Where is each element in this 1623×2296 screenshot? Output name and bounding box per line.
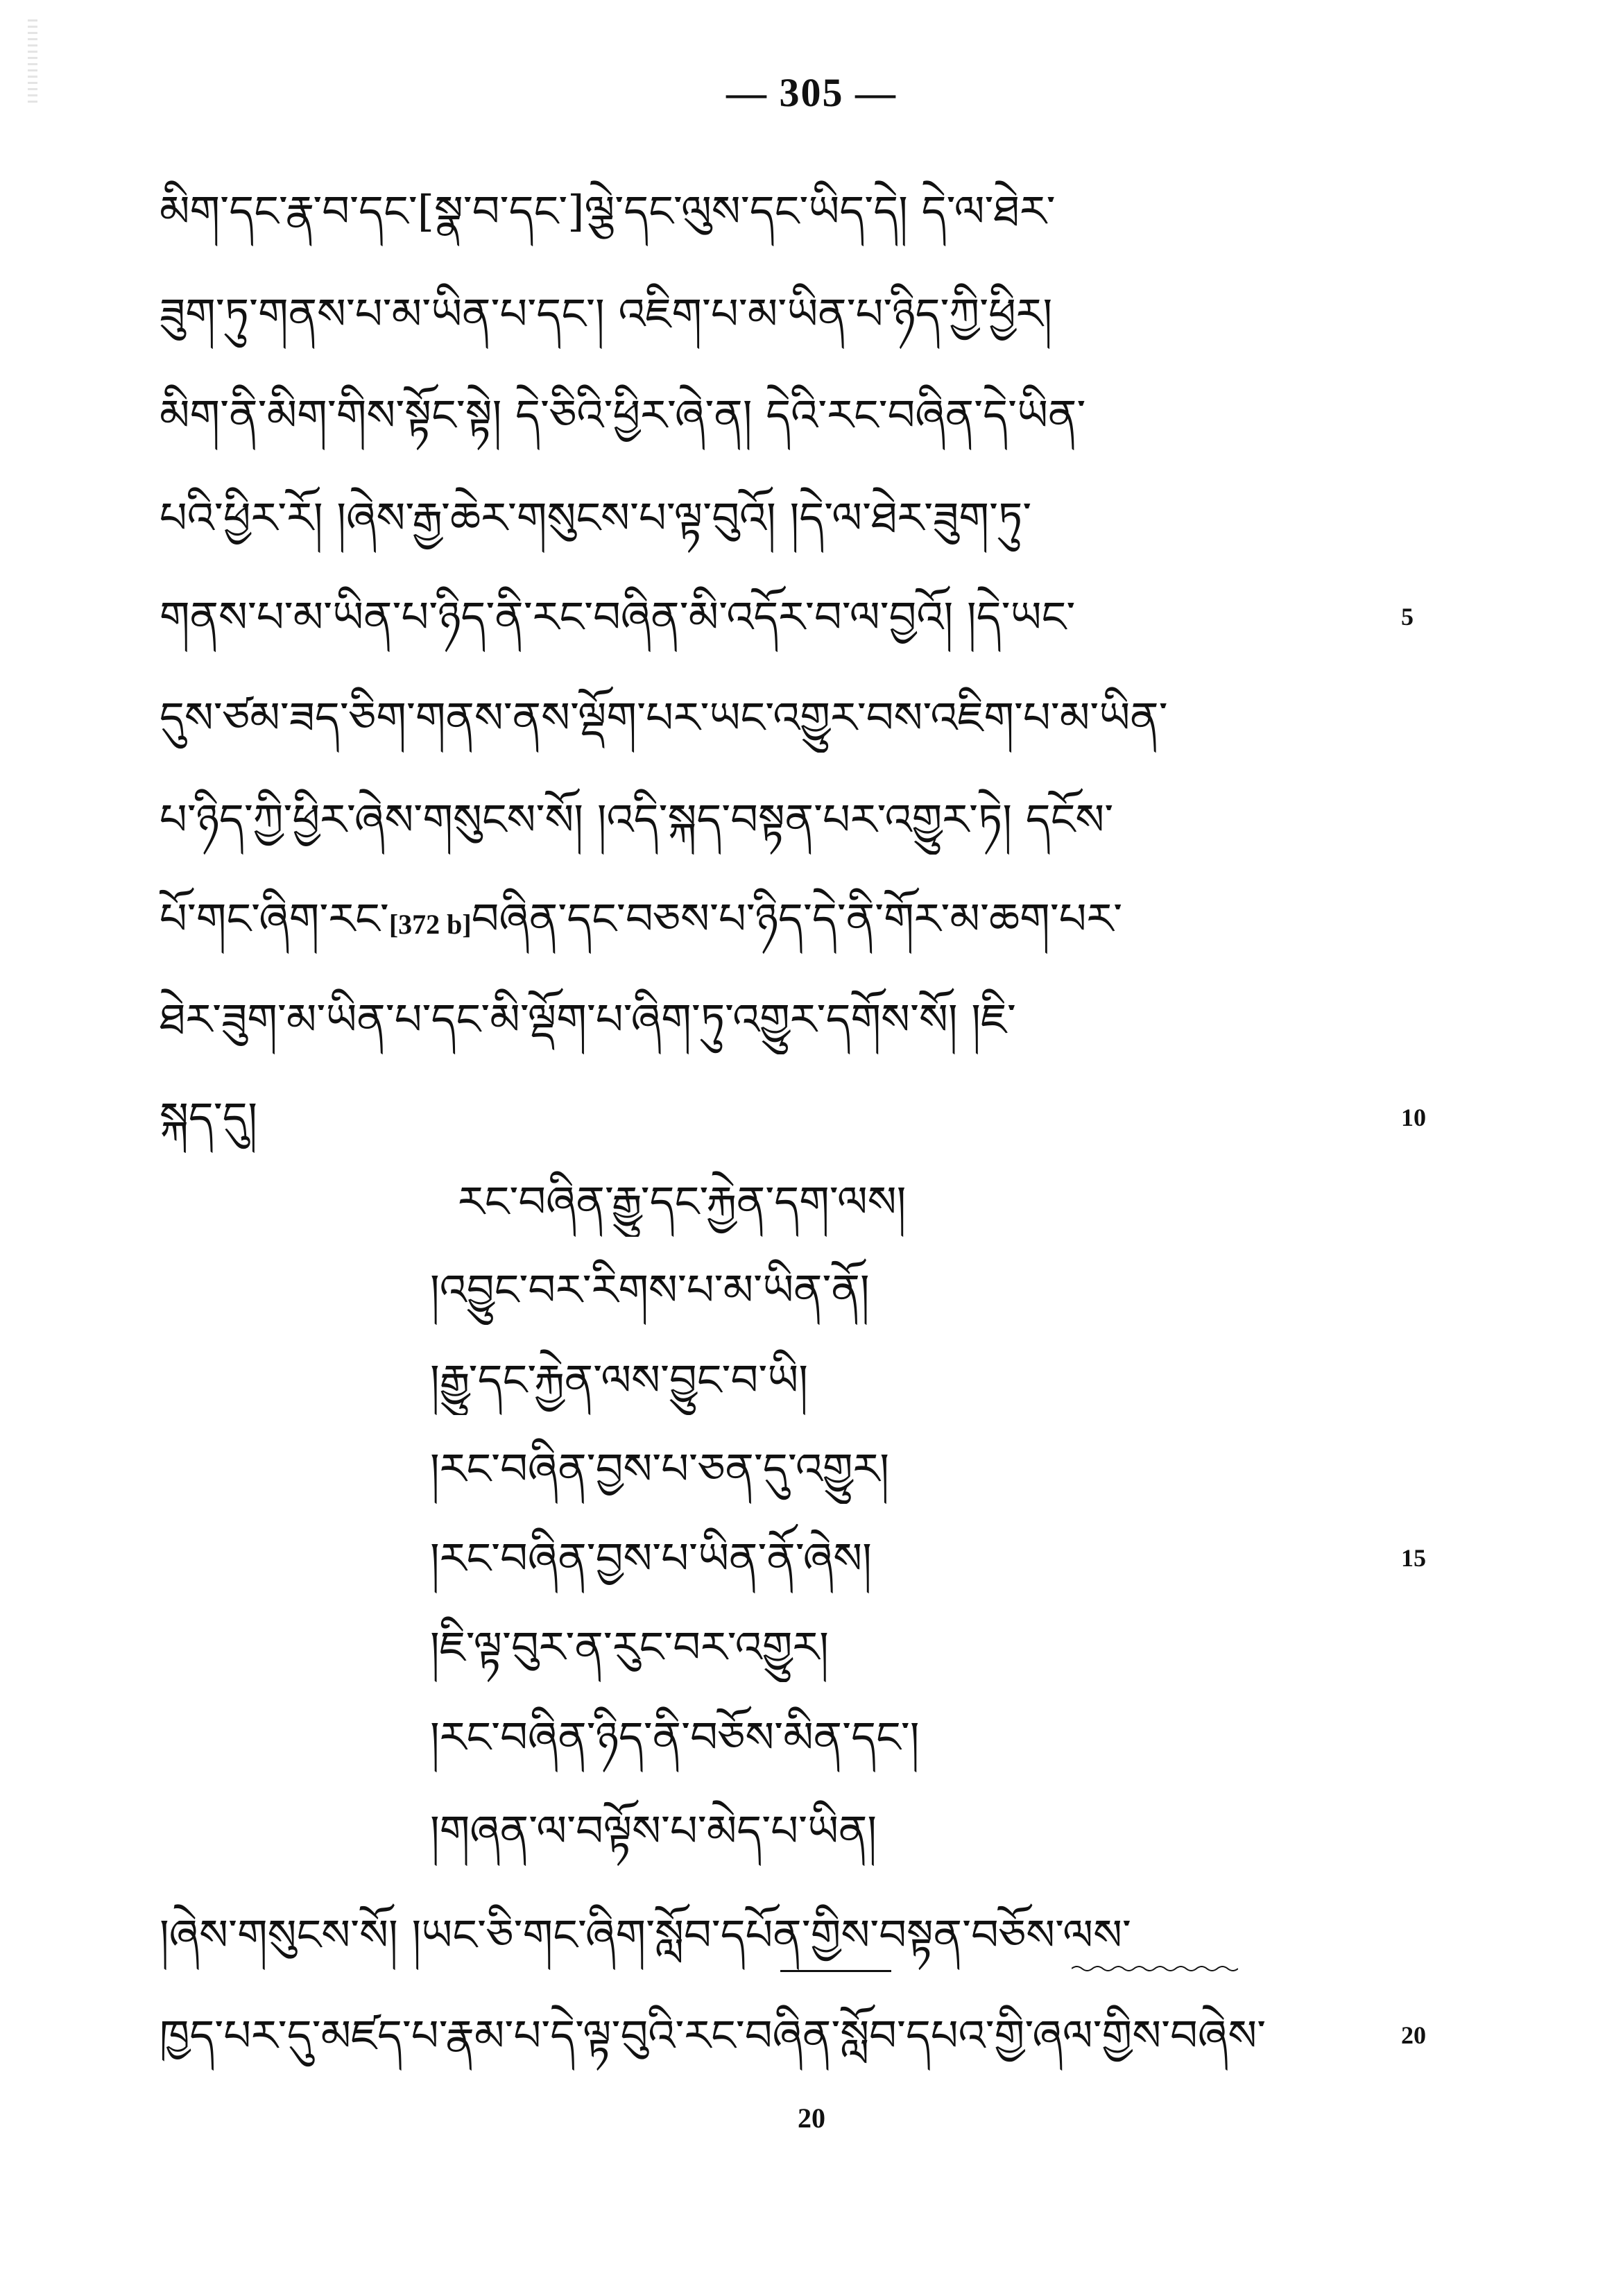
text-line: གནས་པ་མ་ཡིན་པ་ཉིད་ནི་རང་བཞིན་མི་འདོར་བ་ལ་བྱའོ། །དེ་ཡང་	[160, 592, 1076, 642]
text-line: །ཞེས་གསུངས་སོ། །ཡང་ཅི་གང་ཞིག་སློབ་དཔོན་གྱིས་བསྟན་བཅོས་ལས་	[160, 1910, 1131, 1960]
text-line: སྐད་དུ།	[160, 1093, 258, 1143]
verse-line: །ཇི་ལྟ་བུར་ན་རུང་བར་འགྱུར།	[430, 1622, 829, 1672]
line-number-20: 20	[1401, 2021, 1426, 2049]
text-line: ཁྱད་པར་དུ་མཛད་པ་རྣམ་པ་དེ་ལྟ་བུའི་རང་བཞིན་སློབ་དཔའ་གྱི་ཞལ་གྱིས་བཞེས་	[160, 2010, 1266, 2061]
text-line: ཐེར་ཟུག་མ་ཡིན་པ་དང་མི་ལྡོག་པ་ཞིག་ཏུ་འགྱུར་དགོས་སོ། །ཇི་	[160, 994, 1016, 1045]
text-segment: པོ་གང་ཞིག་རང་	[160, 893, 389, 944]
verse-line: །རང་བཞིན་བྱས་པ་ཅན་དུ་འགྱུར།	[430, 1443, 890, 1494]
verse-line: རང་བཞིན་རྒྱུ་དང་རྐྱེན་དག་ལས།	[458, 1176, 907, 1227]
signature-mark-footer: 20	[798, 2102, 825, 2134]
editorial-underline	[780, 1970, 891, 1972]
folio-reference: [372 b]	[388, 909, 472, 940]
verse-line: །རང་བཞིན་ཉིད་ནི་བཅོས་མིན་དང་།	[430, 1712, 920, 1763]
text-segment: བཞིན་དང་བཅས་པ་ཉིད་དེ་ནི་གོར་མ་ཆག་པར་	[471, 893, 1123, 944]
editorial-wavy-underline	[1072, 1964, 1238, 1973]
verse-line: །རང་བཞིན་བྱས་པ་ཡིན་ནོ་ཞེས།	[430, 1533, 872, 1584]
text-line: ཟུག་ཏུ་གནས་པ་མ་ཡིན་པ་དང་། འཇིག་པ་མ་ཡིན་པ་ཉིད་ཀྱི་ཕྱིར།	[160, 289, 1053, 339]
text-line: མིག་དང་རྣ་བ་དང་[སྣ་བ་དང་]ལྕེ་དང་ལུས་དང་ཡིད་དེ། དེ་ལ་ཐེར་	[160, 186, 1056, 237]
verse-line: །གཞན་ལ་བལྟོས་པ་མེད་པ་ཡིན།	[430, 1806, 877, 1856]
verse-line: །རྒྱུ་དང་རྐྱེན་ལས་བྱུང་བ་ཡི།	[430, 1355, 808, 1405]
line-number-5: 5	[1401, 603, 1414, 631]
verse-line: །འབྱུང་བར་རིགས་པ་མ་ཡིན་ནོ།	[430, 1265, 870, 1315]
page-number-header: — 305 —	[726, 70, 897, 115]
text-line	[160, 884, 1380, 959]
text-line: པ་ཉིད་ཀྱི་ཕྱིར་ཞེས་གསུངས་སོ། །འདི་སྐད་བསྟན་པར་འགྱུར་ཏེ། དངོས་	[160, 794, 1114, 845]
line-number-10: 10	[1401, 1104, 1426, 1131]
line-number-15: 15	[1401, 1544, 1426, 1572]
text-line: དུས་ཙམ་ཟད་ཅིག་གནས་ནས་ལྡོག་པར་ཡང་འགྱུར་བས་འཇིག་པ་མ་ཡིན་	[160, 692, 1168, 743]
text-line: པའི་ཕྱིར་རོ། །ཞེས་རྒྱ་ཆེར་གསུངས་པ་ལྟ་བུའོ། །དེ་ལ་ཐེར་ཟུག་ཏུ་	[160, 492, 1032, 543]
text-line: མིག་ནི་མིག་གིས་སྟོང་སྟེ། དེ་ཅིའི་ཕྱིར་ཞེ་ན། དེའི་རང་བཞིན་དེ་ཡིན་	[160, 390, 1086, 440]
